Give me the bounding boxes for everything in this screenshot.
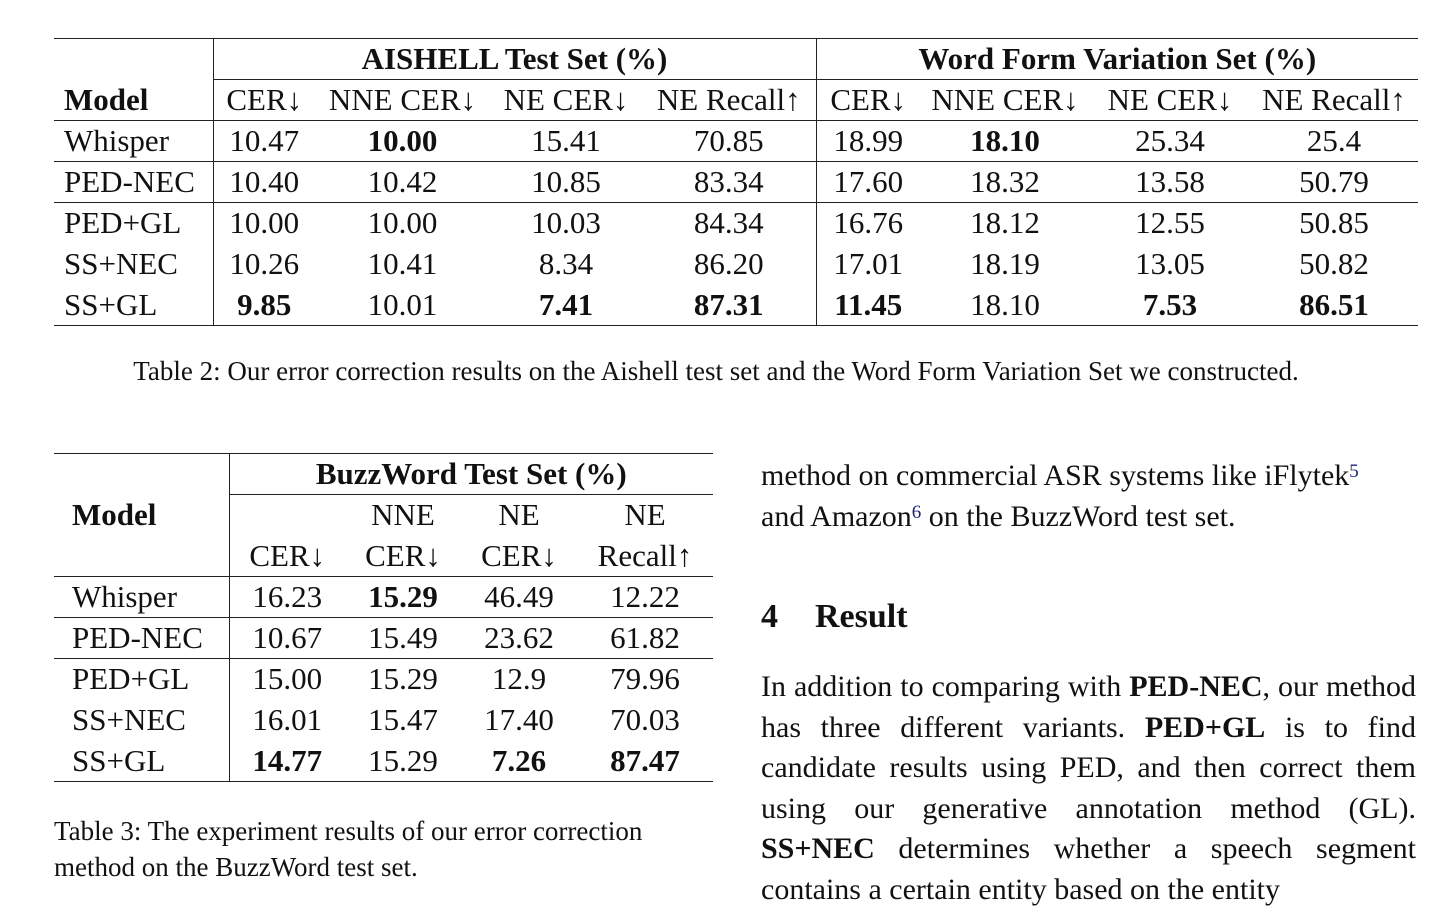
- cell: 10.42: [367, 164, 438, 199]
- cell: 10.67: [229, 618, 345, 659]
- row-model: PED-NEC: [64, 164, 195, 199]
- column-header-top: NE: [498, 497, 540, 533]
- table-row: [54, 741, 713, 782]
- paragraph-text: on the BuzzWord test set.: [921, 499, 1236, 533]
- cell: 15.29: [368, 579, 438, 614]
- paragraph-text: , our method has three different variants.: [761, 670, 1416, 744]
- table-row: [54, 162, 1418, 203]
- table-row: [54, 121, 1418, 162]
- cell: 86.20: [693, 246, 764, 281]
- row-model: SS+NEC: [72, 702, 186, 737]
- method-name: PED-NEC: [1129, 670, 1263, 703]
- cell: 17.60: [816, 162, 920, 203]
- table-3: [54, 453, 713, 782]
- paragraph-text: method on commercial ASR systems like iFlytek: [761, 459, 1350, 492]
- paragraph-continuation: [761, 456, 1416, 537]
- section-title: Result: [815, 598, 908, 635]
- paragraph-text: and Amazon: [761, 499, 912, 533]
- column-header: NE CER↓: [1090, 80, 1250, 121]
- cell: 18.19: [970, 246, 1040, 281]
- cell: 10.03: [531, 205, 601, 241]
- cell: 9.85: [213, 285, 315, 326]
- footnote-link[interactable]: 6: [911, 501, 922, 523]
- cell: 13.58: [1135, 164, 1205, 199]
- cell: 15.00: [229, 659, 345, 700]
- group-header-wordform: Word Form Variation Set (%): [816, 39, 1418, 80]
- cell: 15.29: [368, 661, 438, 697]
- column-header: CER↓: [365, 537, 441, 573]
- column-header: NNE CER↓: [920, 80, 1090, 121]
- table-row: [54, 244, 1418, 285]
- cell: 18.12: [970, 205, 1040, 241]
- section-heading: [761, 598, 908, 636]
- cell: 50.79: [1299, 164, 1369, 199]
- cell: 70.85: [693, 123, 764, 158]
- cell: 11.45: [816, 285, 920, 326]
- cell: 18.99: [816, 121, 920, 162]
- row-model: SS+GL: [64, 286, 158, 322]
- column-header: CER↓: [229, 536, 345, 577]
- cell: 84.34: [693, 205, 764, 241]
- cell: 46.49: [484, 579, 554, 614]
- cell: 10.26: [213, 244, 315, 285]
- table-row: [54, 285, 1418, 326]
- cell: 15.29: [368, 742, 438, 778]
- cell: 23.62: [484, 620, 554, 655]
- footnote-link[interactable]: 5: [1349, 461, 1359, 482]
- column-header-top: NNE: [371, 497, 435, 533]
- cell: 7.26: [491, 742, 547, 778]
- cell: 7.53: [1142, 286, 1198, 322]
- cell: 10.00: [367, 123, 438, 158]
- cell: 10.00: [213, 203, 315, 244]
- model-header: Model: [72, 496, 157, 532]
- column-header: NE CER↓: [490, 80, 642, 121]
- column-header: NE Recall↑: [642, 80, 816, 121]
- cell: 13.05: [1135, 246, 1205, 281]
- cell: 7.41: [538, 286, 594, 322]
- column-header: NNE CER↓: [315, 80, 490, 121]
- cell: 18.10: [970, 286, 1040, 322]
- table-row: [54, 577, 713, 618]
- cell: 87.31: [693, 286, 764, 322]
- method-name: SS+NEC: [761, 832, 875, 865]
- cell: 16.76: [816, 203, 920, 244]
- column-header: NE Recall↑: [1250, 80, 1418, 121]
- cell: 50.85: [1299, 205, 1369, 241]
- cell: 83.34: [693, 164, 764, 199]
- cell: 10.47: [213, 121, 315, 162]
- section-number: 4: [761, 598, 778, 635]
- row-model: PED+GL: [64, 205, 182, 241]
- result-paragraph: [761, 667, 1416, 910]
- cell: 25.4: [1306, 123, 1362, 158]
- paragraph-text: is to find candidate results using PED, and then correct them using our generative annotation method (GL).: [761, 710, 1416, 825]
- cell: 18.32: [970, 164, 1040, 199]
- column-header-top: NE: [624, 497, 666, 533]
- cell: 10.41: [367, 246, 438, 281]
- cell: 15.41: [531, 123, 601, 158]
- cell: 17.40: [484, 702, 554, 737]
- row-model: Whisper: [72, 579, 178, 614]
- cell: 12.55: [1135, 205, 1205, 241]
- column-header: Recall↑: [597, 537, 693, 573]
- column-header: CER↓: [816, 80, 920, 121]
- table-row: [54, 618, 713, 659]
- cell: 10.00: [367, 205, 438, 241]
- row-model: SS+NEC: [64, 246, 178, 281]
- table-2-caption: Table 2: Our error correction results on the Aishell test set and the Word Form Variation Set we constructed.: [133, 356, 1299, 386]
- row-model: SS+GL: [72, 742, 166, 778]
- cell: 61.82: [610, 620, 680, 655]
- cell: 10.85: [531, 164, 601, 199]
- group-header-buzzword: BuzzWord Test Set (%): [229, 454, 713, 495]
- cell: 10.01: [367, 286, 438, 322]
- row-model: PED-NEC: [72, 620, 203, 655]
- cell: 16.23: [229, 577, 345, 618]
- table-row: [54, 203, 1418, 244]
- table-row: [54, 700, 713, 741]
- cell: 86.51: [1299, 286, 1369, 322]
- cell: 15.47: [368, 702, 438, 737]
- cell: 50.82: [1299, 246, 1369, 281]
- method-name: PED+GL: [1144, 710, 1266, 744]
- cell: 79.96: [610, 661, 680, 697]
- column-header: CER↓: [481, 537, 557, 573]
- cell: 87.47: [610, 742, 680, 778]
- group-header-aishell: AISHELL Test Set (%): [213, 39, 816, 80]
- cell: 15.49: [368, 620, 438, 655]
- cell: 16.01: [229, 700, 345, 741]
- cell: 70.03: [610, 702, 680, 737]
- cell: 18.10: [970, 123, 1040, 158]
- cell: 14.77: [229, 741, 345, 782]
- row-model: Whisper: [64, 123, 170, 158]
- cell: 10.40: [213, 162, 315, 203]
- table-row: [54, 659, 713, 700]
- cell: 17.01: [816, 244, 920, 285]
- column-header: CER↓: [213, 80, 315, 121]
- paragraph-text: In addition to comparing with: [761, 670, 1130, 703]
- table-2: [54, 38, 1418, 326]
- paragraph-text: determines whether a speech segment contains a certain entity based on the entity: [761, 832, 1416, 906]
- cell: 8.34: [538, 246, 594, 281]
- table-3-caption: Table 3: The experiment results of our error correction method on the BuzzWord test set.: [54, 816, 643, 882]
- row-model: PED+GL: [72, 661, 190, 697]
- model-header: Model: [54, 80, 213, 121]
- cell: 12.9: [491, 661, 547, 697]
- cell: 25.34: [1135, 123, 1205, 158]
- cell: 12.22: [610, 579, 680, 614]
- column-header-top: [229, 495, 345, 536]
